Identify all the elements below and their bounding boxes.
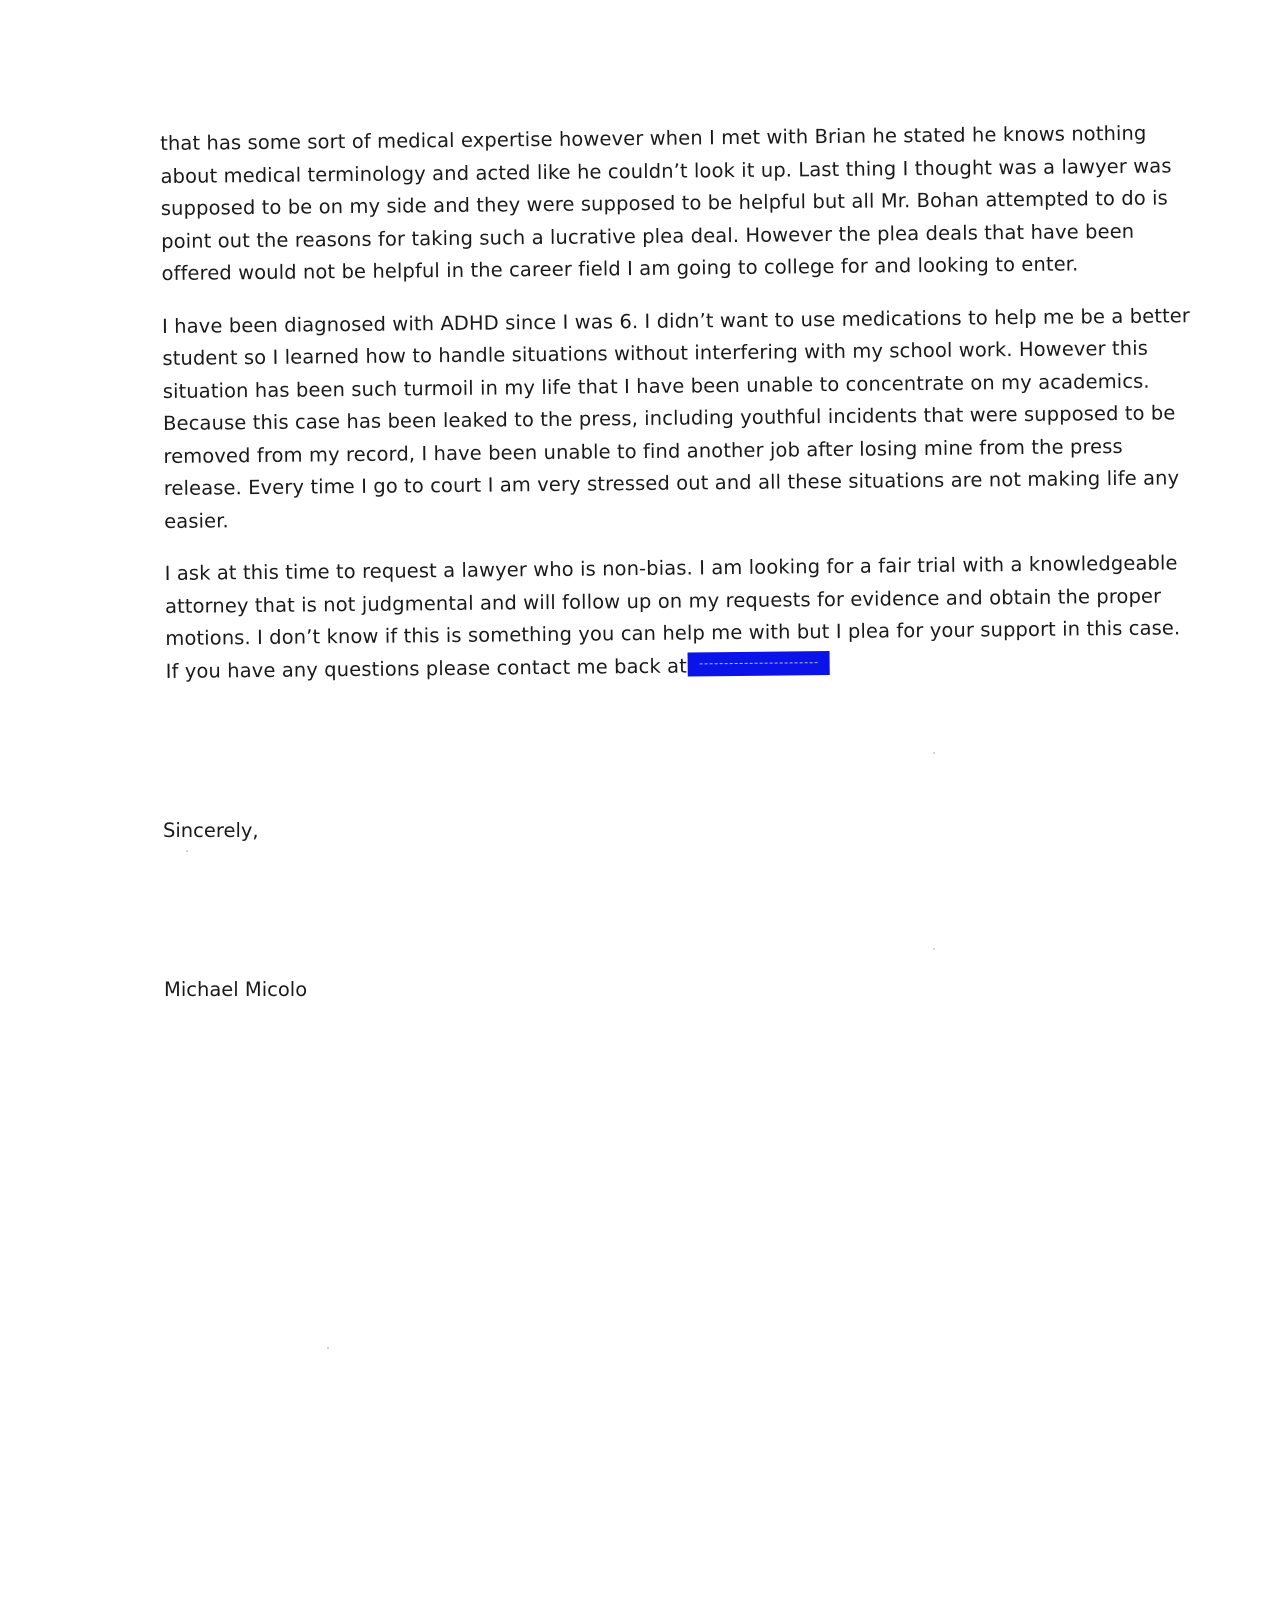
scan-speck <box>327 1347 329 1349</box>
paragraph-3 <box>164 548 1181 688</box>
scan-speck <box>186 850 188 852</box>
paragraph-3-line: attorney that is not judgmental and will follow up on my requests for evidence and obtain the proper <box>164 584 1162 618</box>
paragraph-1-line: point out the reasons for taking such a lucrative plea deal. However the plea deals that have been <box>161 219 1135 253</box>
paragraph-2 <box>161 300 1191 538</box>
paragraph-2-line: situation has been such turmoil in my life that I have been unable to concentrate on my academics. <box>162 369 1150 403</box>
paragraph-2-line: removed from my record, I have been unable to find another job after losing mine from the press <box>163 434 1123 468</box>
paragraph-1-line: offered would not be helpful in the career field I am going to college for and looking to enter. <box>161 252 1079 285</box>
paragraph-1-line: that has some sort of medical expertise however when I met with Brian he stated he knows nothing <box>160 121 1147 155</box>
signature-name: Michael Micolo <box>164 978 308 1001</box>
paragraph-3-line: I ask at this time to request a lawyer who is non-bias. I am looking for a fair trial with a knowledgeable <box>164 551 1178 585</box>
paragraph-2-line: student so I learned how to handle situations without interfering with my school work. However this <box>162 336 1149 370</box>
paragraph-2-line: release. Every time I go to court I am very stressed out and all these situations are not making life any <box>163 466 1180 500</box>
scan-speck <box>933 948 935 950</box>
contact-text: If you have any questions please contact me back at <box>165 654 688 683</box>
paragraph-2-line: I have been diagnosed with ADHD since I was 6. I didn’t want to use medications to help me be a better <box>161 303 1191 338</box>
redacted-phone-number <box>688 651 830 676</box>
closing: Sincerely, <box>163 819 259 842</box>
paragraph-3-line: motions. I don’t know if this is something you can help me with but I plea for your support in this case. <box>165 616 1181 650</box>
paragraph-2-line: easier. <box>163 508 229 533</box>
letter-body <box>160 118 1191 708</box>
paragraph-1-line: about medical terminology and acted like he couldn’t look it up. Last thing I thought was a lawyer was <box>160 153 1172 188</box>
paragraph-2-line: Because this case has been leaked to the press, including youthful incidents that were supposed to be <box>162 401 1176 435</box>
scan-speck <box>933 752 935 754</box>
paragraph-1-line: supposed to be on my side and they were supposed to be helpful but all Mr. Bohan attempted to do is <box>160 186 1168 220</box>
paragraph-1 <box>160 118 1172 291</box>
